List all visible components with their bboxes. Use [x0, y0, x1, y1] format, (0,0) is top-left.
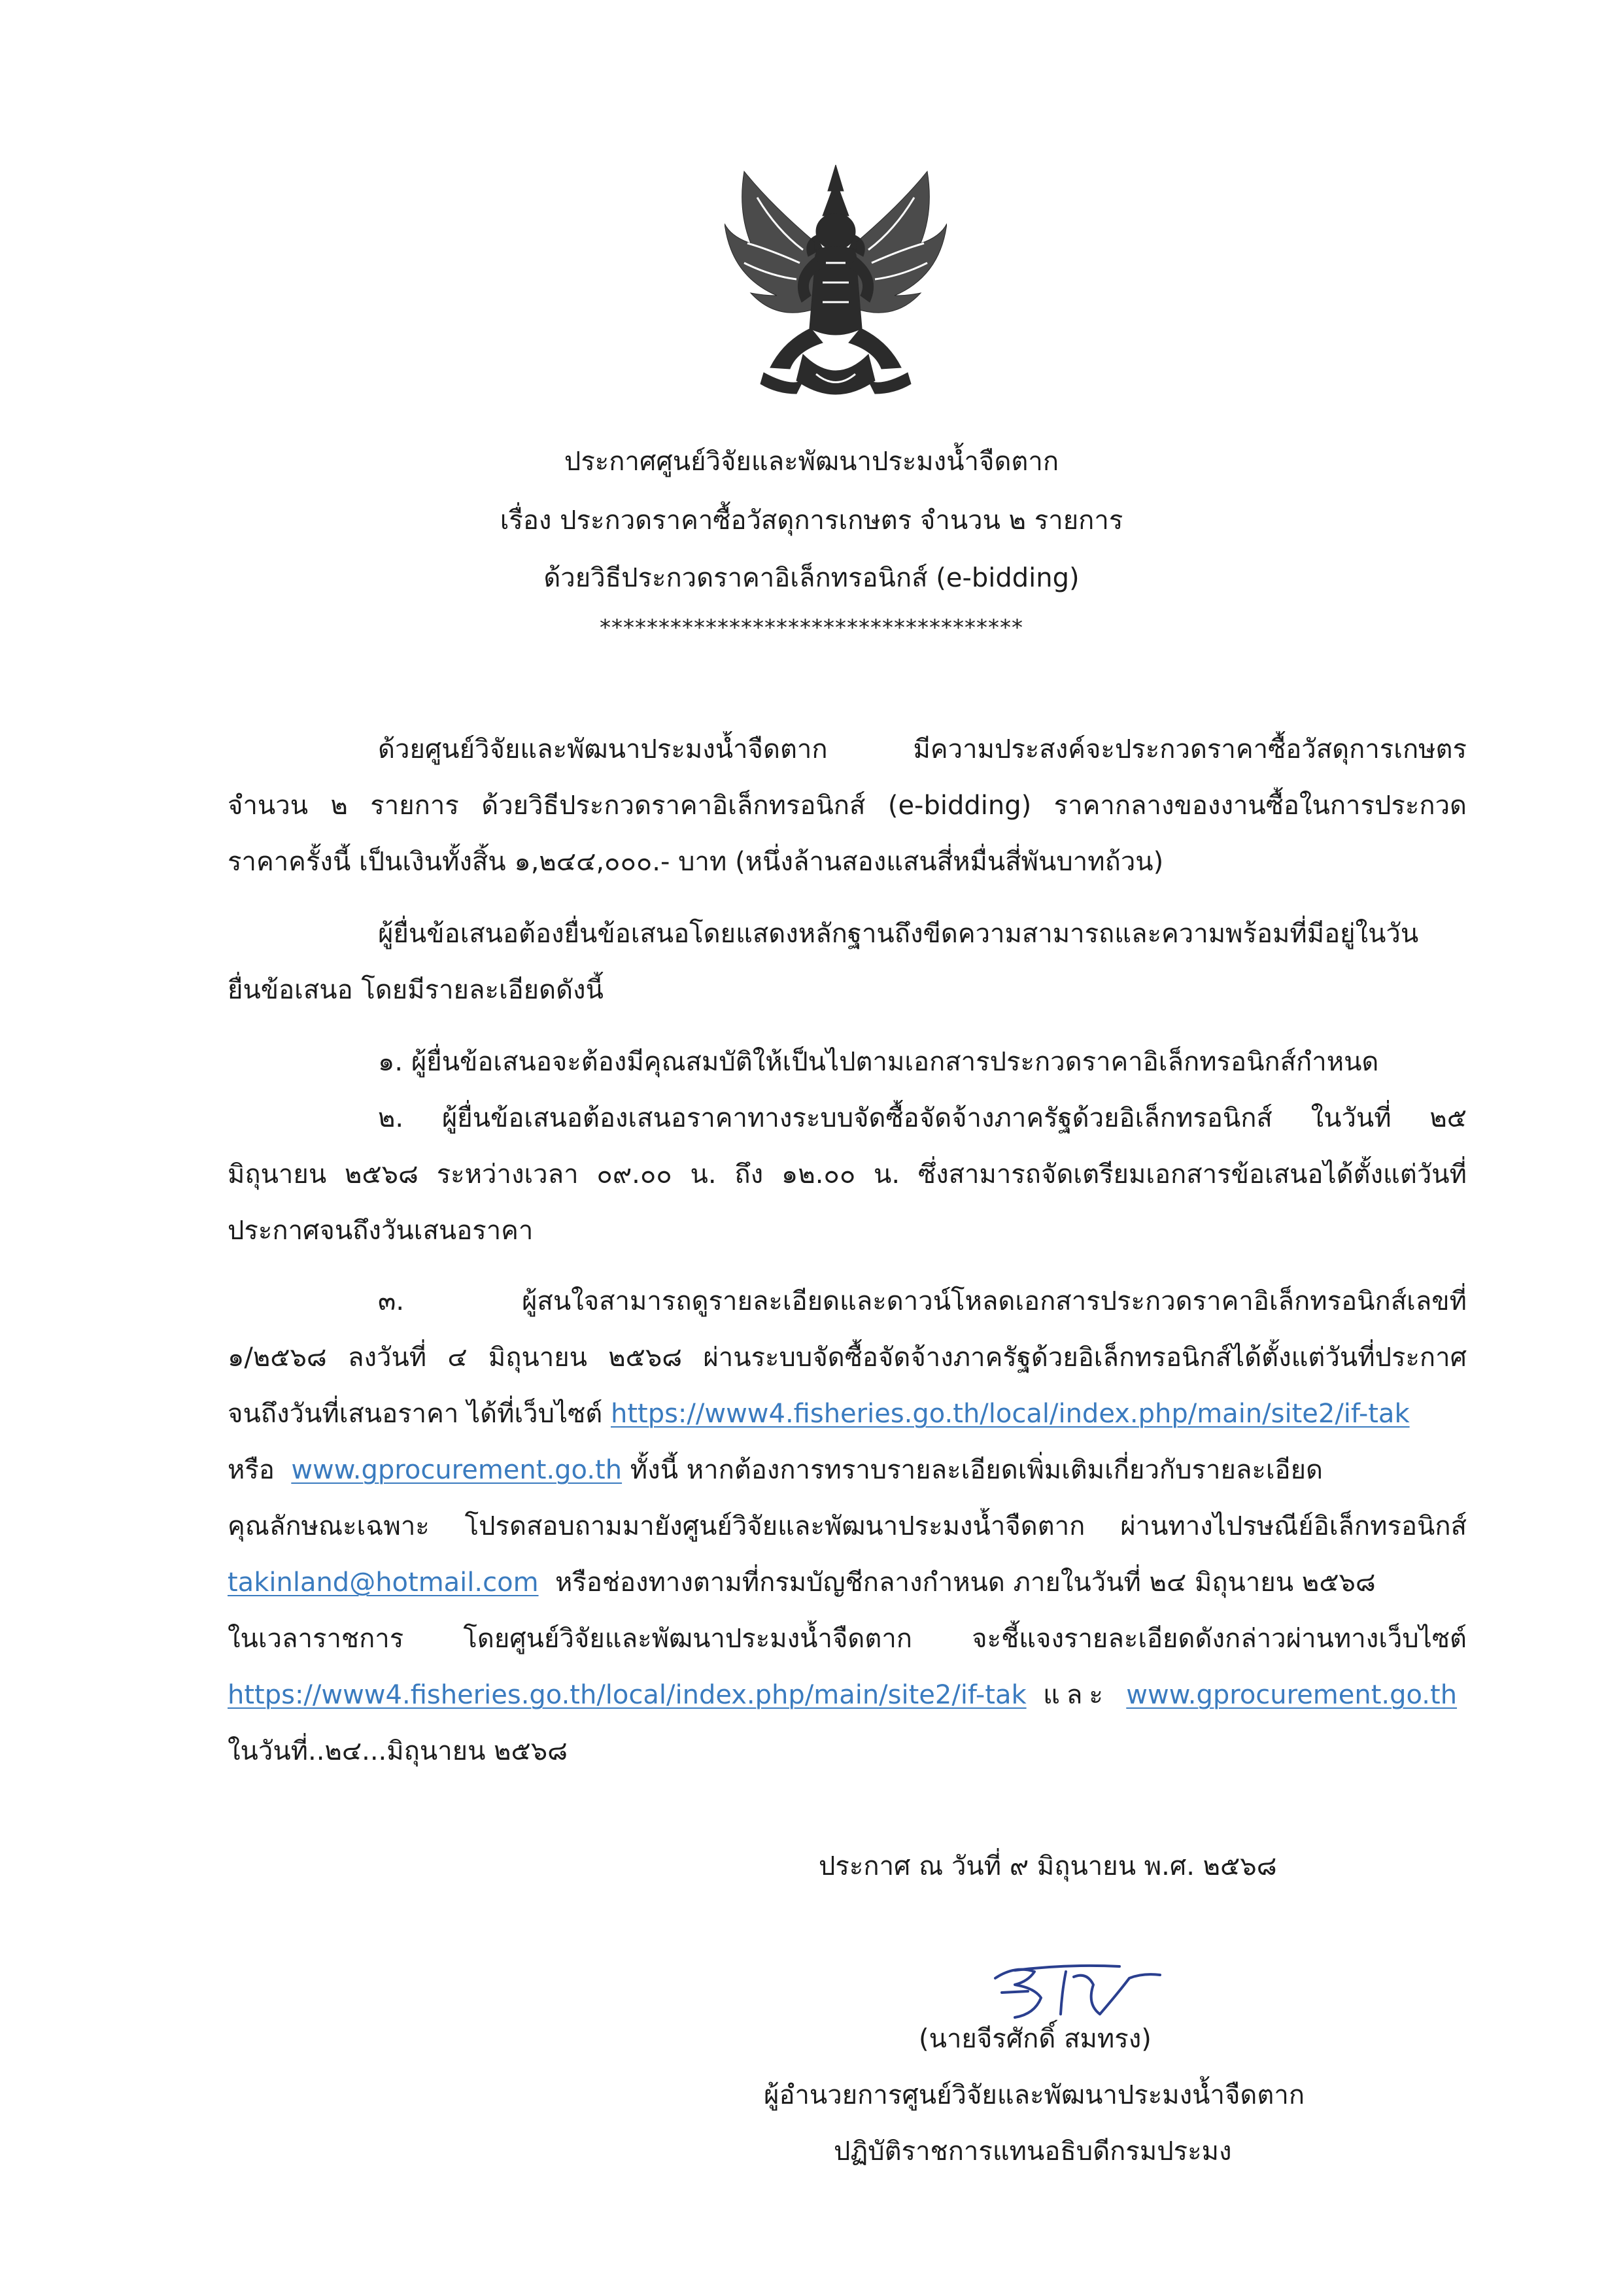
announcement-title: ประกาศศูนย์วิจัยและพัฒนาประมงน้ำจืดตาก	[564, 447, 1059, 477]
item-3-line-3-text: จนถึงวันที่เสนอราคา ได้ที่เว็บไซต์	[228, 1399, 603, 1429]
item-2-line-2: มิถุนายน ๒๕๖๘ ระหว่างเวลา ๐๙.๐๐ น. ถึง ๑๒.๐๐ น. ซึ่งสามารถจัดเตรียมเอกสารข้อเสนอได้ตั้งแต่วันที่	[228, 1159, 1467, 1190]
item-1: ๑. ผู้ยื่นข้อเสนอจะต้องมีคุณสมบัติให้เป็นไปตามเอกสารประกวดราคาอิเล็กทรอนิกส์กำหนด	[378, 1047, 1379, 1077]
item-3-or-text: หรือ	[228, 1455, 275, 1485]
item-3-line-6-text: หรือช่องทางตามที่กรมบัญชีกลางกำหนด ภายในวันที่ ๒๔ มิถุนายน ๒๕๖๘	[555, 1568, 1376, 1598]
item-3-line-6	[228, 1564, 1467, 1601]
gprocurement-link[interactable]: www.gprocurement.go.th	[291, 1455, 623, 1485]
announcement-date: ประกาศ ณ วันที่ ๙ มิถุนายน พ.ศ. ๒๕๖๘	[819, 1851, 1277, 1881]
signer-name: (นายจีรศักดิ์ สมทรง)	[919, 2024, 1152, 2054]
signer-position: ผู้อำนวยการศูนย์วิจัยและพัฒนาประมงน้ำจืดตาก	[764, 2080, 1305, 2110]
announcement-method: ด้วยวิธีประกวดราคาอิเล็กทรอนิกส์ (e-bidding)	[543, 563, 1080, 593]
item-3-line-9: ในวันที่..๒๔...มิถุนายน ๒๕๖๘	[228, 1736, 568, 1766]
heading-divider: ************************************	[600, 615, 1023, 641]
fisheries-link-2[interactable]: https://www4.fisheries.go.th/local/index.php/main/site2/if-tak	[228, 1680, 1027, 1710]
paragraph-1-line-3: ราคาครั้งนี้ เป็นเงินทั้งสิ้น ๑,๒๔๔,๐๐๐.- บาท (หนึ่งล้านสองแสนสี่หมื่นสี่พันบาทถ้วน)	[228, 847, 1164, 877]
item-3-line-4	[228, 1452, 1467, 1488]
item-3-line-8	[228, 1677, 1467, 1713]
item-3-line-3	[228, 1396, 1467, 1432]
fisheries-link[interactable]: https://www4.fisheries.go.th/local/index.php/main/site2/if-tak	[610, 1399, 1410, 1429]
announcement-subject: เรื่อง ประกวดราคาซื้อวัสดุการเกษตร จำนวน ๒ รายการ	[500, 505, 1123, 536]
signature-icon	[989, 1952, 1165, 2027]
item-3-line-4-text: ทั้งนี้ หากต้องการทราบรายละเอียดเพิ่มเติมเกี่ยวกับรายละเอียด	[630, 1455, 1323, 1485]
paragraph-2-line-2: ยื่นข้อเสนอ โดยมีรายละเอียดดังนี้	[228, 975, 604, 1005]
and-text: และ	[1043, 1680, 1110, 1710]
paragraph-1-line-1: ด้วยศูนย์วิจัยและพัฒนาประมงน้ำจืดตาก มีความประสงค์จะประกวดราคาซื้อวัสดุการเกษตร	[378, 734, 1467, 764]
item-2-line-3: ประกาศจนถึงวันเสนอราคา	[228, 1216, 534, 1246]
email-link[interactable]: takinland@hotmail.com	[228, 1568, 539, 1598]
item-3-line-2: ๑/๒๕๖๘ ลงวันที่ ๔ มิถุนายน ๒๕๖๘ ผ่านระบบจัดซื้อจัดจ้างภาครัฐด้วยอิเล็กทรอนิกส์ได้ตั้งแต่วันที่ประกาศ	[228, 1343, 1467, 1373]
item-3-line-5: คุณลักษณะเฉพาะ โปรดสอบถามมายังศูนย์วิจัยและพัฒนาประมงน้ำจืดตาก ผ่านทางไปรษณีย์อิเล็กทรอนิกส์	[228, 1511, 1467, 1541]
gprocurement-link-2[interactable]: www.gprocurement.go.th	[1126, 1680, 1458, 1710]
paragraph-1-line-2: จำนวน ๒ รายการ ด้วยวิธีประกวดราคาอิเล็กทรอนิกส์ (e-bidding) ราคากลางของงานซื้อในการประกวด	[228, 791, 1467, 821]
item-3-line-7: ในเวลาราชการ โดยศูนย์วิจัยและพัฒนาประมงน้ำจืดตาก จะชี้แจงรายละเอียดดังกล่าวผ่านทางเว็บไซต์	[228, 1624, 1467, 1654]
garuda-emblem-icon	[725, 165, 947, 408]
paragraph-2-line-1: ผู้ยื่นข้อเสนอต้องยื่นข้อเสนอโดยแสดงหลักฐานถึงขีดความสามารถและความพร้อมที่มีอยู่ในวัน	[378, 919, 1419, 949]
item-2-line-1: ๒. ผู้ยื่นข้อเสนอต้องเสนอราคาทางระบบจัดซื้อจัดจ้างภาครัฐด้วยอิเล็กทรอนิกส์ ในวันที่ ๒๕	[378, 1103, 1467, 1133]
item-3-line-1: ๓. ผู้สนใจสามารถดูรายละเอียดและดาวน์โหลดเอกสารประกวดราคาอิเล็กทรอนิกส์เลขที่	[378, 1286, 1467, 1316]
signer-acting-for: ปฏิบัติราชการแทนอธิบดีกรมประมง	[834, 2136, 1232, 2167]
